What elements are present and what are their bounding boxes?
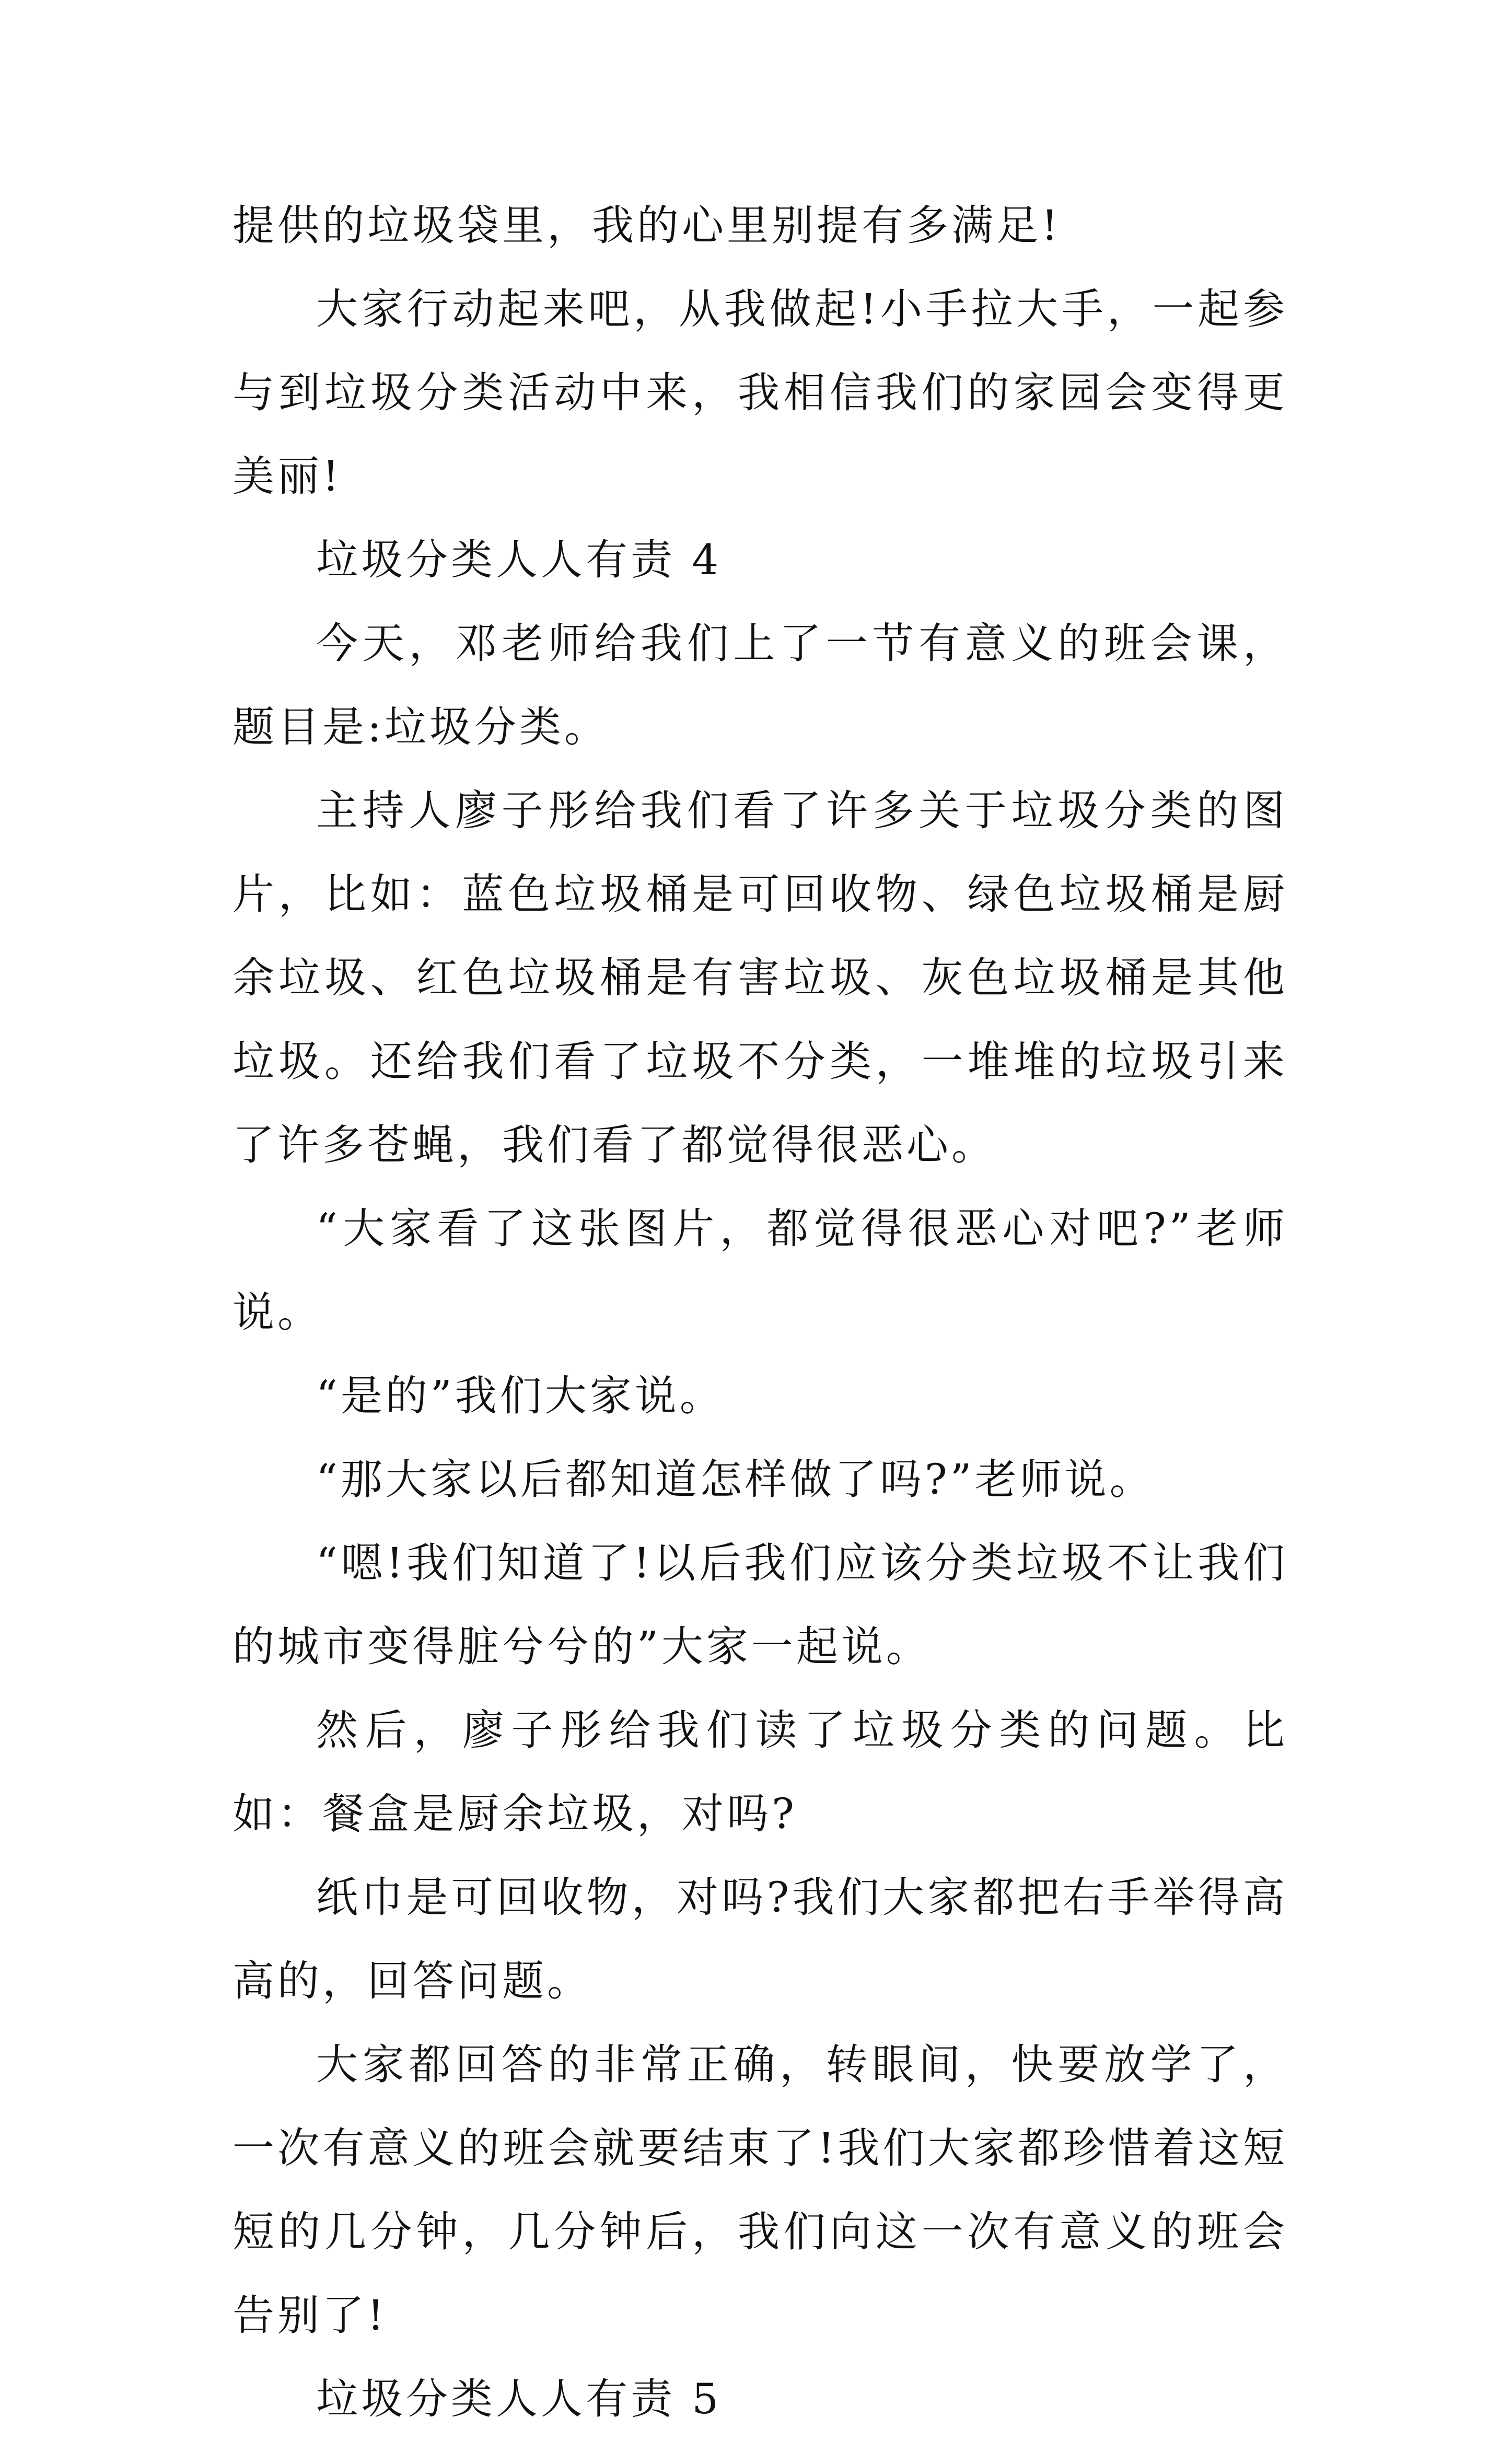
paragraph: “那大家以后都知道怎样做了吗?”老师说。 (316, 1455, 1155, 1504)
section-heading: 垃圾分类人人有责 4 (316, 536, 722, 584)
paragraph: 主持人廖子彤给我们看了许多关于垃圾分类的图片，比如：蓝色垃圾桶是可回收物、绿色垃圾桶是厨余垃圾、红色垃圾桶是有害垃圾、灰色垃圾桶是其他垃圾。还给我们看了垃圾不分类，一堆堆的垃圾引来了许多苍蝇，我们看了都觉得很恶心。 (232, 786, 1288, 1169)
paragraph: 大家行动起来吧，从我做起!小手拉大手，一起参与到垃圾分类活动中来，我相信我们的家园会变得更美丽! (232, 285, 1288, 501)
paragraph: 然后，廖子彤给我们读了垃圾分类的问题。比如：餐盒是厨余垃圾，对吗? (232, 1706, 1288, 1838)
paragraph: 今天，邓老师给我们上了一节有意义的班会课，题目是:垃圾分类。 (232, 619, 1288, 751)
paragraph: “嗯!我们知道了!以后我们应该分类垃圾不让我们的城市变得脏兮兮的”大家一起说。 (232, 1539, 1288, 1671)
paragraph: 提供的垃圾袋里，我的心里别提有多满足! (232, 201, 1062, 250)
paragraph: “是的”我们大家说。 (316, 1371, 725, 1420)
paragraph: 纸巾是可回收物，对吗?我们大家都把右手举得高高的，回答问题。 (232, 1873, 1288, 2005)
section-heading: 垃圾分类人人有责 5 (316, 2375, 722, 2423)
paragraph: “大家看了这张图片，都觉得很恶心对吧?”老师说。 (232, 1204, 1288, 1336)
paragraph: 大家都回答的非常正确，转眼间，快要放学了，一次有意义的班会就要结束了!我们大家都珍惜着这短短的几分钟，几分钟后，我们向这一次有意义的班会告别了! (232, 2040, 1288, 2340)
document-body (232, 184, 1288, 2441)
